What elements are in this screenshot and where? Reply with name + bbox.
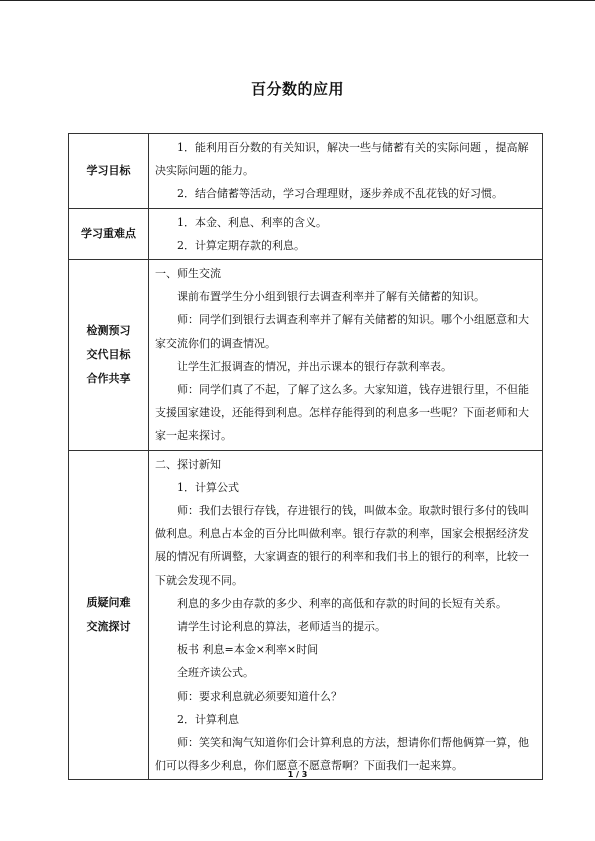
content-paragraph: 2．结合储蓄等活动，学习合理理财，逐步养成不乱花钱的好习惯。 bbox=[177, 187, 503, 201]
content-paragraph: 一、师生交流 bbox=[155, 267, 221, 281]
content-paragraph: 师：要求利息就必须要知道什么？ bbox=[177, 689, 342, 703]
row-label-line: 学习目标 bbox=[86, 163, 131, 177]
content-paragraph: 2．计算定期存款的利息。 bbox=[177, 238, 305, 252]
row-content-cell bbox=[149, 134, 543, 209]
content-paragraph: 师：我们去银行存钱，存进银行的钱，叫做本金。取款时银行多付的钱叫做利息。利息占本金的百分比叫做利率。银行存款的利率，国家会根据经济发展的情况有所调整，大家调查的银行的利率和我们书上的银行的利率，比较一下就会发现不同。 bbox=[155, 504, 529, 587]
content-paragraph: 师：同学们到银行去调查利率并了解有关储蓄的知识。哪个小组愿意和大家交流你们的调查情况。 bbox=[155, 313, 529, 350]
page-number: 1 / 3 bbox=[287, 770, 308, 779]
row-label-cell bbox=[69, 208, 149, 259]
content-paragraph: 二、探讨新知 bbox=[155, 457, 221, 471]
table-row bbox=[69, 450, 543, 780]
content-paragraph: 全班齐读公式。 bbox=[177, 666, 254, 680]
row-content-cell bbox=[149, 260, 543, 451]
row-content-cell bbox=[149, 450, 543, 780]
content-paragraph: 利息的多少由存款的多少、利率的高低和存款的时间的长短有关系。 bbox=[177, 596, 507, 610]
content-paragraph: 师：同学们真了不起，了解了这么多。大家知道，钱存进银行里，不但能支援国家建设，还能得到利息。怎样存能得到的利息多一些呢？下面老师和大家一起来探讨。 bbox=[155, 383, 529, 443]
content-paragraph: 师：笑笑和淘气知道你们会计算利息的方法，想请你们帮他俩算一算，他们可以得多少利息，你们愿意不愿意帮啊？下面我们一起来算。 bbox=[155, 736, 529, 773]
content-paragraph: 2．计算利息 bbox=[177, 712, 239, 726]
content-paragraph: 1．计算公式 bbox=[177, 480, 239, 494]
content-paragraph: 请学生讨论利息的算法，老师适当的提示。 bbox=[177, 620, 386, 634]
lesson-plan-table bbox=[68, 133, 543, 780]
row-label-cell bbox=[69, 450, 149, 780]
table-row bbox=[69, 134, 543, 209]
content-paragraph: 1．本金、利息、利率的含义。 bbox=[177, 215, 327, 229]
content-paragraph: 板书 利息=本金×利率×时间 bbox=[177, 643, 319, 657]
document-title: 百分数的应用 bbox=[250, 80, 344, 98]
row-label-cell bbox=[69, 260, 149, 451]
content-paragraph: 1．能利用百分数的有关知识，解决一些与储蓄有关的实际问题 ，提高解决实际问题的能力。 bbox=[155, 141, 529, 178]
top-border-line bbox=[0, 0, 595, 1]
row-label-line: 学习重难点 bbox=[81, 226, 136, 240]
row-label-line: 交代目标 bbox=[86, 347, 131, 361]
table-row bbox=[69, 260, 543, 451]
content-paragraph: 让学生汇报调查的情况，并出示课本的银行存款利率表。 bbox=[177, 359, 452, 373]
row-label-line: 质疑问难 bbox=[86, 596, 131, 610]
content-paragraph: 课前布置学生分小组到银行去调查利率并了解有关储蓄的知识。 bbox=[177, 290, 485, 304]
table-row bbox=[69, 208, 543, 259]
row-label-line: 合作共享 bbox=[86, 371, 131, 385]
row-content-cell bbox=[149, 208, 543, 259]
row-label-line: 检测预习 bbox=[86, 323, 131, 337]
row-label-cell bbox=[69, 134, 149, 209]
row-label-line: 交流探讨 bbox=[86, 620, 131, 634]
